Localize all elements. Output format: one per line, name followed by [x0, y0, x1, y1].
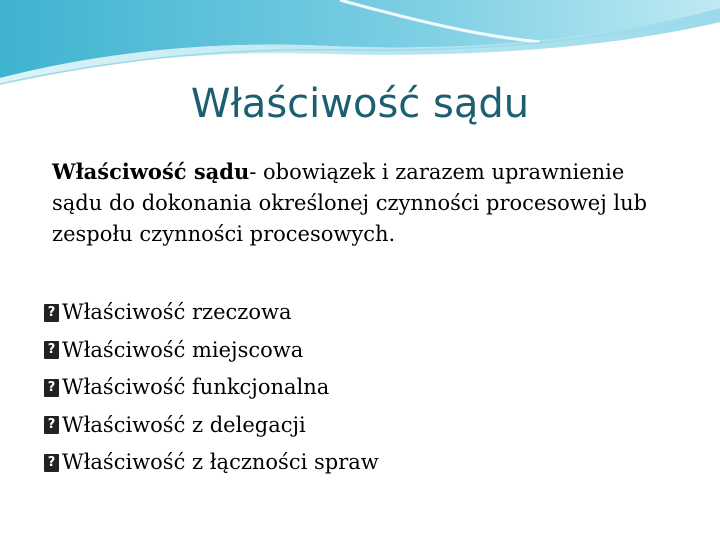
bullet-item-text: Właściwość rzeczowa	[62, 300, 292, 324]
replacement-character-icon	[44, 341, 59, 359]
bullet-item-text: Właściwość z delegacji	[62, 412, 306, 437]
definition-paragraph	[52, 156, 672, 250]
definition-term: Właściwość sądu	[52, 159, 250, 184]
bullet-list	[44, 294, 664, 482]
bullet-item	[44, 407, 664, 445]
replacement-character-icon	[44, 304, 59, 322]
bullet-item	[44, 369, 664, 407]
definition-text: - obowiązek i zarazem uprawnienie sądu do dokonania określonej czynności procesowej lub zespołu czynności procesowych.	[52, 160, 648, 246]
wave-header-decoration	[0, 0, 720, 90]
replacement-character-icon	[44, 454, 59, 472]
replacement-character-icon	[44, 379, 59, 397]
bullet-item-text: Właściwość z łączności spraw	[62, 450, 379, 474]
bullet-item	[44, 294, 664, 332]
replacement-character-icon	[44, 416, 59, 434]
bullet-item-text: Właściwość miejscowa	[62, 337, 304, 362]
bullet-item-text: Właściwość funkcjonalna	[62, 375, 330, 399]
bullet-item	[44, 332, 664, 370]
bullet-item	[44, 444, 664, 482]
slide-title: Właściwość sądu	[190, 81, 530, 127]
